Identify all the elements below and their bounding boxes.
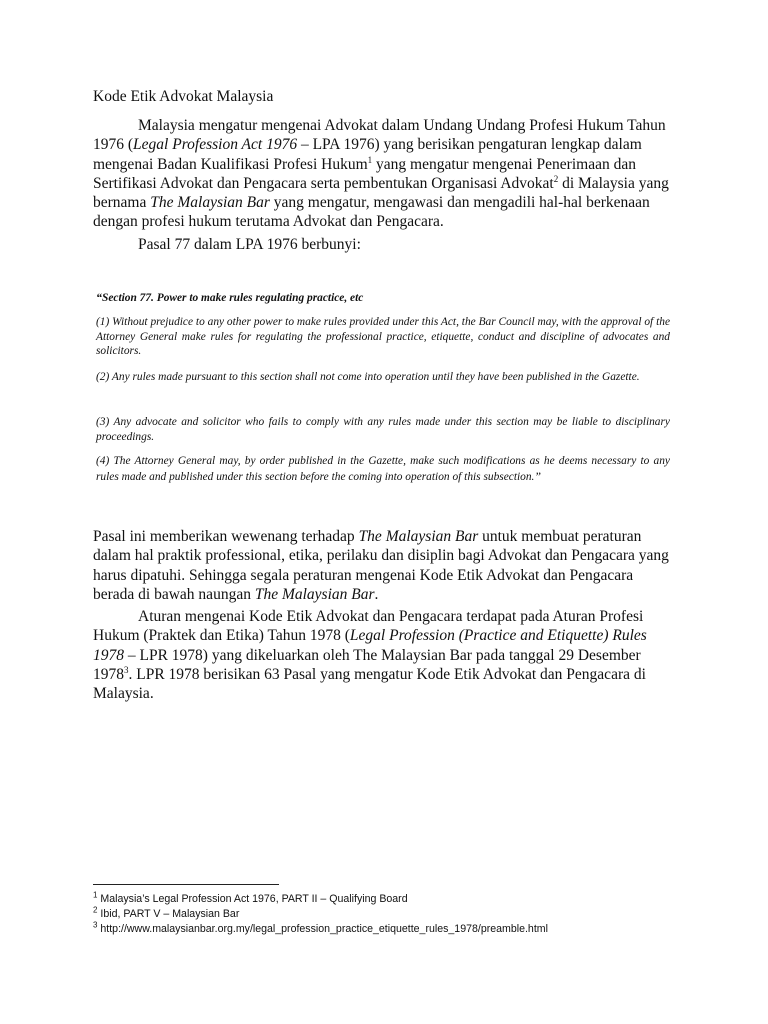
footnote-3-link[interactable]: http://www.malaysianbar.org.my/legal_profession_practice_etiquette_rules_1978/preamble.html (97, 923, 548, 935)
quote-item-3: (3) Any advocate and solicitor who fails to comply with any rules made under this section may be liable to disciplinary proceedings. (96, 416, 670, 443)
footnote-ref-2[interactable]: 2 (553, 173, 559, 184)
footnote-ref-1[interactable]: 1 (367, 154, 373, 165)
quote-item-4: (4) The Attorney General may, by order published in the Gazette, make such modifications as he deems necessary to any rules made and published under this section before the coming into operation of this subsection.” (96, 455, 670, 483)
quote-item-2: (2) Any rules made pursuant to this section shall not come into operation until they have been published in the Gazette. (96, 371, 640, 383)
paragraph-pasal-77: Pasal 77 dalam LPA 1976 berbunyi: (138, 236, 361, 253)
quote-item-1: (1) Without prejudice to any other power to make rules provided under this Act, the Bar Council may, with the approval of the Attorney General make rules for regulating the professional practice, etiquette, conduct and discipline of advocates and solicitors. (96, 316, 670, 358)
quote-heading: “Section 77. Power to make rules regulating practice, etc (96, 290, 364, 304)
document-title: Kode Etik Advokat Malaysia (93, 88, 274, 105)
footnote-2: $^2$ Ibid, PART V – Malaysian Bar (93, 905, 240, 920)
footnote-3[interactable]: $^3$ http://www.malaysianbar.org.my/legal_profession_practice_etiquette_rules_1978/preamble.html (93, 920, 548, 935)
paragraph-aturan: Aturan mengenai Kode Etik Advokat dan Pengacara terdapat pada Aturan Profesi Hukum (Praktek dan Etika) Tahun 1978 (Legal Profession (Practice and Etiquette) Rules 1978 – LPR 1978) yang dikeluarkan oleh The Malaysian Bar pada tanggal 29 Desember 1978$^3$. LPR 1978 berisikan 63 Pasal yang mengatur Kode Etik Advokat dan Pengacara di Malaysia. (93, 608, 647, 703)
paragraph-intro: Malaysia mengatur mengenai Advokat dalam Undang Undang Profesi Hukum Tahun 1976 (Legal Profession Act 1976 – LPA 1976) yang berisikan pengaturan lengkap dalam mengenai Badan Kualifikasi Profesi Hukum$^1$ yang mengatur mengenai Penerimaan dan Sertifikasi Advokat dan Pengacara serta pembentukan Organisasi Advokat$^2$ di Malaysia yang bernama The Malaysian Bar yang mengatur, mengawasi dan mengadili hal-hal berkenaan dengan profesi hukum terutama Advokat dan Pengacara. (93, 117, 669, 231)
footnote-ref-3[interactable]: 3 (124, 664, 129, 675)
paragraph-wewenang: Pasal ini memberikan wewenang terhadap The Malaysian Bar untuk membuat peraturan dalam hal praktik professional, etika, perilaku dan disiplin bagi Advokat dan Pengacara yang harus dipatuhi. Sehingga segala peraturan mengenai Kode Etik Advokat dan Pengacara berada di bawah naungan The Malaysian Bar. (93, 528, 669, 603)
footnote-1: $^1$ Malaysia’s Legal Profession Act 1976, PART II – Qualifying Board (93, 890, 408, 905)
footnote-separator (93, 884, 279, 885)
